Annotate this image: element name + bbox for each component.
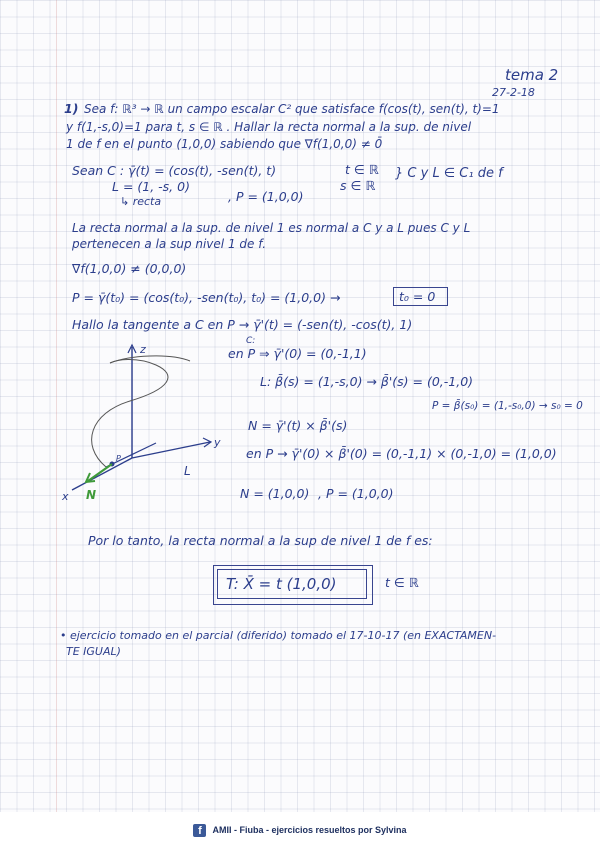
t0-result-box xyxy=(393,287,448,306)
p-beta: P = β̄(s₀) = (1,-s₀,0) → s₀ = 0 xyxy=(432,400,583,412)
footer-credit: AMII - Fiuba - ejercicios resueltos por Sylvina xyxy=(212,825,407,835)
note-line-2: TE IGUAL) xyxy=(66,645,121,658)
tangent-intro: Hallo la tangente a C en P → γ̄'(t) = (-sen(t), -cos(t), 1) xyxy=(72,317,413,332)
note-line-1: • ejercicio tomado en el parcial (diferido) tomado el 17-10-17 (en EXACTAMEN- xyxy=(60,629,497,642)
curve-c-definition: Sean C : γ̄(t) = (cos(t), -sen(t), t) xyxy=(72,163,277,178)
problem-number: 1) xyxy=(64,101,79,116)
answer-box xyxy=(213,565,373,605)
normal-formula: N = γ̄'(t) × β̄'(s) xyxy=(248,418,348,433)
tangent-c-at-p: en P ⇒ γ̄'(0) = (0,-1,1) xyxy=(228,346,367,361)
answer: T: X̄ = t (1,0,0) xyxy=(226,575,337,593)
curve-c-parameter: t ∈ ℝ xyxy=(345,162,379,177)
answer-parameter: t ∈ ℝ xyxy=(385,575,419,590)
y-axis-label: y xyxy=(214,436,221,449)
page-margin xyxy=(56,0,57,820)
facebook-icon[interactable]: f xyxy=(193,824,206,837)
p-equation: P = γ̄(t₀) = (cos(t₀), -sen(t₀), t₀) = (1,0,0) → xyxy=(72,290,341,305)
curve-l-parameter: s ∈ ℝ xyxy=(340,178,376,193)
footer xyxy=(0,812,600,848)
problem-line-1: Sea f: ℝ³ → ℝ un campo escalar C² que satisface f(cos(t), sen(t), t)=1 xyxy=(84,102,500,116)
gradient-condition: ∇f(1,0,0) ≠ (0,0,0) xyxy=(72,261,187,276)
point-p-label: P xyxy=(116,454,121,463)
curves-sketch xyxy=(60,335,240,510)
point-p: , P = (1,0,0) xyxy=(228,189,304,204)
normal-result: N = (1,0,0) xyxy=(240,486,310,501)
z-axis-label: z xyxy=(140,343,146,356)
curve-l-definition: L = (1, -s, 0) xyxy=(112,179,190,194)
c-label: C: xyxy=(246,336,256,346)
t0-result: t₀ = 0 xyxy=(399,289,436,304)
problem-line-3: 1 de f en el punto (1,0,0) sabiendo que ∇f(1,0,0) ≠ 0̄ xyxy=(66,137,383,151)
helix-curve xyxy=(92,360,168,468)
conclusion: Por lo tanto, la recta normal a la sup de nivel 1 de f es: xyxy=(88,533,433,548)
normal-vector xyxy=(88,464,112,481)
normal-explanation-1: La recta normal a la sup. de nivel 1 es normal a C y a L pues C y L xyxy=(72,221,471,235)
problem-line-2: y f(1,-s,0)=1 para t, s ∈ ℝ . Hallar la recta normal a la sup. de nivel xyxy=(66,120,472,134)
curves-belong-note: } C y L ∈ C₁ de f xyxy=(395,166,503,181)
line-l-label: L xyxy=(184,464,191,478)
x-axis-label: x xyxy=(62,490,69,503)
cross-product: en P → γ̄'(0) × β̄'(0) = (0,-1,1) × (0,-1,0) = (1,0,0) xyxy=(246,446,557,461)
date: 27-2-18 xyxy=(492,86,535,99)
topic-title: tema 2 xyxy=(505,66,559,84)
tangent-l: L: β̄(s) = (1,-s,0) → β̄'(s) = (0,-1,0) xyxy=(260,374,474,389)
normal-vector-label: N xyxy=(86,488,97,502)
recta-note: ↳ recta xyxy=(120,195,162,208)
y-axis xyxy=(132,442,210,458)
point-result: , P = (1,0,0) xyxy=(318,486,394,501)
normal-explanation-2: pertenecen a la sup nivel 1 de f. xyxy=(72,237,267,251)
answer-box-inner xyxy=(217,569,367,599)
helix-curve-top xyxy=(110,356,190,363)
